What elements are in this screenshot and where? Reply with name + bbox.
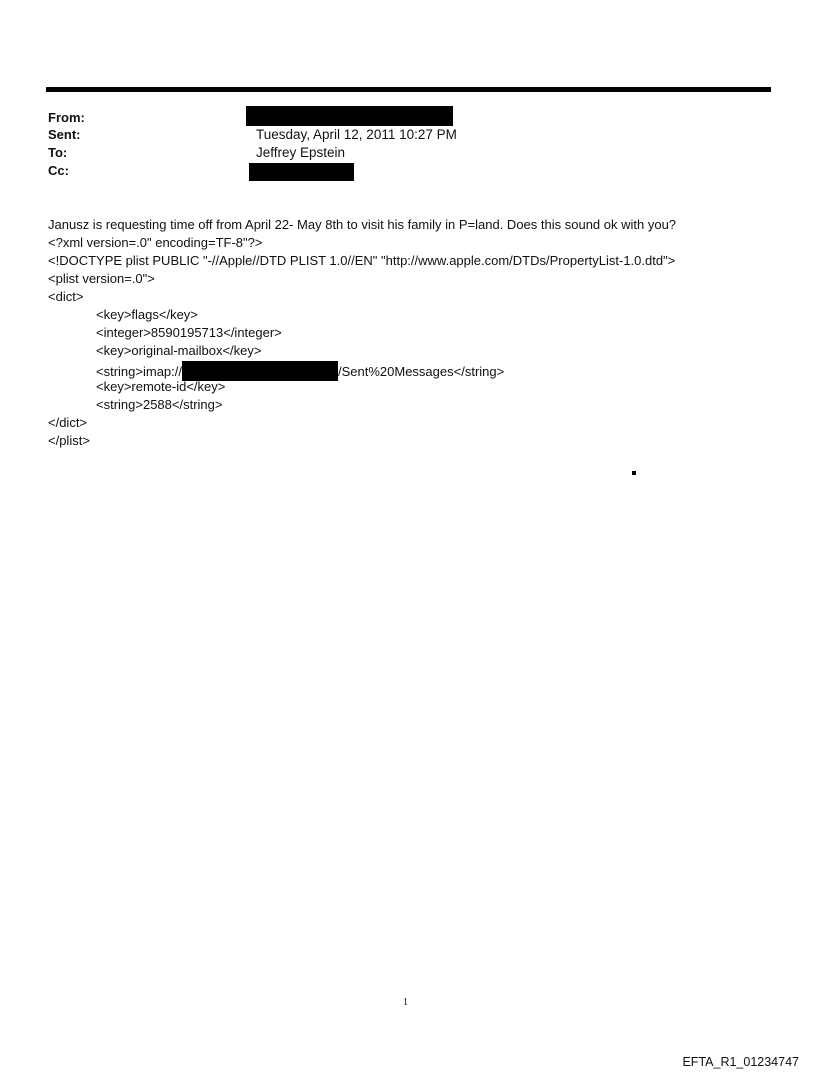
from-label: From: — [48, 110, 85, 125]
sent-label: Sent: — [48, 127, 81, 142]
plist-line: <string>2588</string> — [96, 397, 223, 412]
plist-line-end: /Sent%20Messages</string> — [338, 364, 505, 379]
stray-mark — [632, 471, 636, 475]
plist-line-redacted — [96, 361, 504, 381]
plist-line: <key>flags</key> — [96, 307, 198, 322]
plist-line: <!DOCTYPE plist PUBLIC "-//Apple//DTD PLIST 1.0//EN" "http://www.apple.com/DTDs/PropertyList-1.0.dtd"> — [48, 253, 676, 268]
plist-line: <key>remote-id</key> — [96, 379, 226, 394]
plist-line: </dict> — [48, 415, 88, 430]
to-value: Jeffrey Epstein — [256, 145, 346, 160]
cc-label: Cc: — [48, 163, 69, 178]
page-number: 1 — [403, 997, 408, 1008]
plist-line: <plist version=.0"> — [48, 271, 155, 286]
plist-line: <dict> — [48, 289, 84, 304]
sent-value: Tuesday, April 12, 2011 10:27 PM — [256, 127, 457, 142]
plist-line: </plist> — [48, 433, 90, 448]
plist-line: <?xml version=.0" encoding=TF-8"?> — [48, 235, 263, 250]
message-text: Janusz is requesting time off from April 22- May 8th to visit his family in P=land. Does this sound ok with you? — [48, 217, 677, 232]
bates-number: EFTA_R1_01234747 — [682, 1055, 799, 1069]
plist-line: <integer>8590195713</integer> — [96, 325, 282, 340]
cc-redaction — [249, 163, 354, 181]
mailbox-redaction — [182, 361, 338, 381]
from-redaction — [246, 106, 453, 126]
to-label: To: — [48, 145, 68, 160]
plist-line: <key>original-mailbox</key> — [96, 343, 262, 358]
plist-line-start: <string>imap:// — [96, 364, 182, 379]
header-rule — [46, 87, 771, 92]
